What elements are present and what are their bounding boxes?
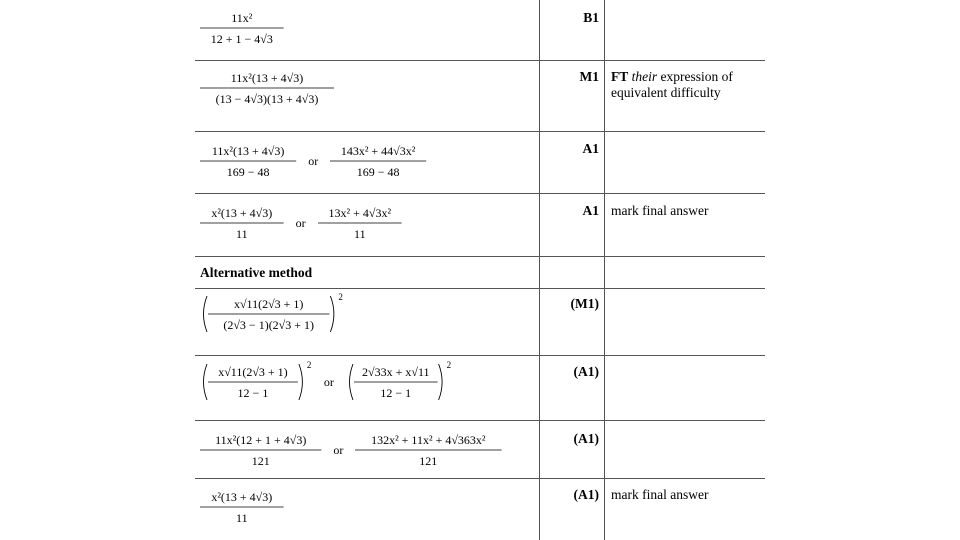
row-1-mark: B1 — [583, 10, 599, 25]
denominator: 169 − 48 — [356, 165, 400, 179]
row-2-mark: M1 — [579, 69, 599, 84]
row-divider — [195, 60, 765, 61]
fraction — [200, 68, 334, 108]
column-divider — [604, 0, 605, 540]
numerator: x²(13 + 4√3) — [211, 206, 273, 220]
fraction — [200, 362, 312, 402]
left-paren — [349, 364, 353, 400]
exponent: 2 — [306, 360, 312, 370]
row-divider — [195, 420, 765, 421]
fraction — [200, 8, 284, 48]
numerator: 13x² + 4√3x² — [328, 206, 391, 220]
fraction — [200, 141, 296, 181]
row-4-mark: A1 — [582, 203, 599, 218]
row-9-expression — [200, 487, 284, 531]
guidance-ft: FT — [611, 69, 629, 84]
exponent: 2 — [446, 360, 451, 370]
row-3-expression — [200, 141, 426, 185]
fraction — [200, 487, 284, 527]
fraction — [330, 141, 426, 181]
row-8-mark: (A1) — [573, 431, 599, 446]
row-2-guidance — [611, 69, 761, 101]
fraction — [200, 430, 321, 470]
fraction — [346, 362, 452, 402]
numerator: 11x²(13 + 4√3) — [211, 144, 285, 158]
denominator: (13 − 4√3)(13 + 4√3) — [215, 92, 319, 106]
row-4-guidance: mark final answer — [611, 203, 709, 218]
row-4-expression — [200, 203, 401, 247]
row-2-expression — [200, 68, 334, 112]
guidance-rest: expression of equivalent difficulty — [611, 69, 733, 100]
row-6-mark: (M1) — [570, 296, 599, 311]
denominator: 11 — [353, 227, 366, 241]
numerator: 11x² — [231, 11, 253, 25]
row-divider — [195, 355, 765, 356]
right-paren — [438, 364, 442, 400]
row-divider — [195, 256, 765, 257]
exponent: 2 — [338, 292, 343, 302]
right-paren — [330, 296, 334, 332]
fraction — [318, 203, 402, 243]
left-paren — [204, 296, 208, 332]
row-7-mark: (A1) — [573, 364, 599, 379]
numerator: x√11(2√3 + 1) — [233, 297, 304, 311]
row-9-guidance: mark final answer — [611, 487, 709, 502]
numerator: x√11(2√3 + 1) — [218, 365, 288, 379]
denominator: 12 − 1 — [380, 386, 412, 400]
guidance-their: their — [631, 69, 658, 84]
numerator: 143x² + 44√3x² — [341, 144, 416, 158]
denominator: 11 — [236, 227, 248, 241]
denominator: 11 — [236, 511, 248, 525]
denominator: (2√3 − 1)(2√3 + 1) — [223, 318, 315, 332]
row-divider — [195, 193, 765, 194]
or-connector: or — [323, 374, 334, 389]
numerator: x²(13 + 4√3) — [211, 490, 273, 504]
numerator: 11x²(12 + 1 + 4√3) — [215, 433, 307, 447]
or-connector: or — [308, 153, 319, 168]
denominator: 121 — [419, 454, 438, 468]
mark-scheme-table — [195, 0, 765, 540]
row-9-mark: (A1) — [573, 487, 599, 502]
row-3-mark: A1 — [582, 141, 599, 156]
fraction — [200, 294, 343, 334]
right-paren — [299, 364, 303, 400]
or-connector: or — [333, 442, 344, 457]
fraction — [355, 430, 502, 470]
row-1-expression — [200, 8, 284, 52]
numerator: 132x² + 11x² + 4√363x² — [371, 433, 486, 447]
left-paren — [204, 364, 208, 400]
numerator: 11x²(13 + 4√3) — [230, 71, 304, 85]
row-6-expression — [200, 294, 343, 338]
row-7-expression — [200, 362, 451, 406]
alternative-method-heading: Alternative method — [200, 265, 313, 280]
numerator: 2√33x + x√11 — [361, 365, 430, 379]
denominator: 12 + 1 − 4√3 — [210, 32, 273, 46]
denominator: 169 − 48 — [226, 165, 270, 179]
or-connector: or — [295, 215, 306, 230]
denominator: 12 − 1 — [237, 386, 269, 400]
row-divider — [195, 478, 765, 479]
row-8-expression — [200, 430, 502, 474]
fraction — [200, 203, 284, 243]
row-divider — [195, 288, 765, 289]
denominator: 121 — [251, 454, 270, 468]
row-divider — [195, 131, 765, 132]
